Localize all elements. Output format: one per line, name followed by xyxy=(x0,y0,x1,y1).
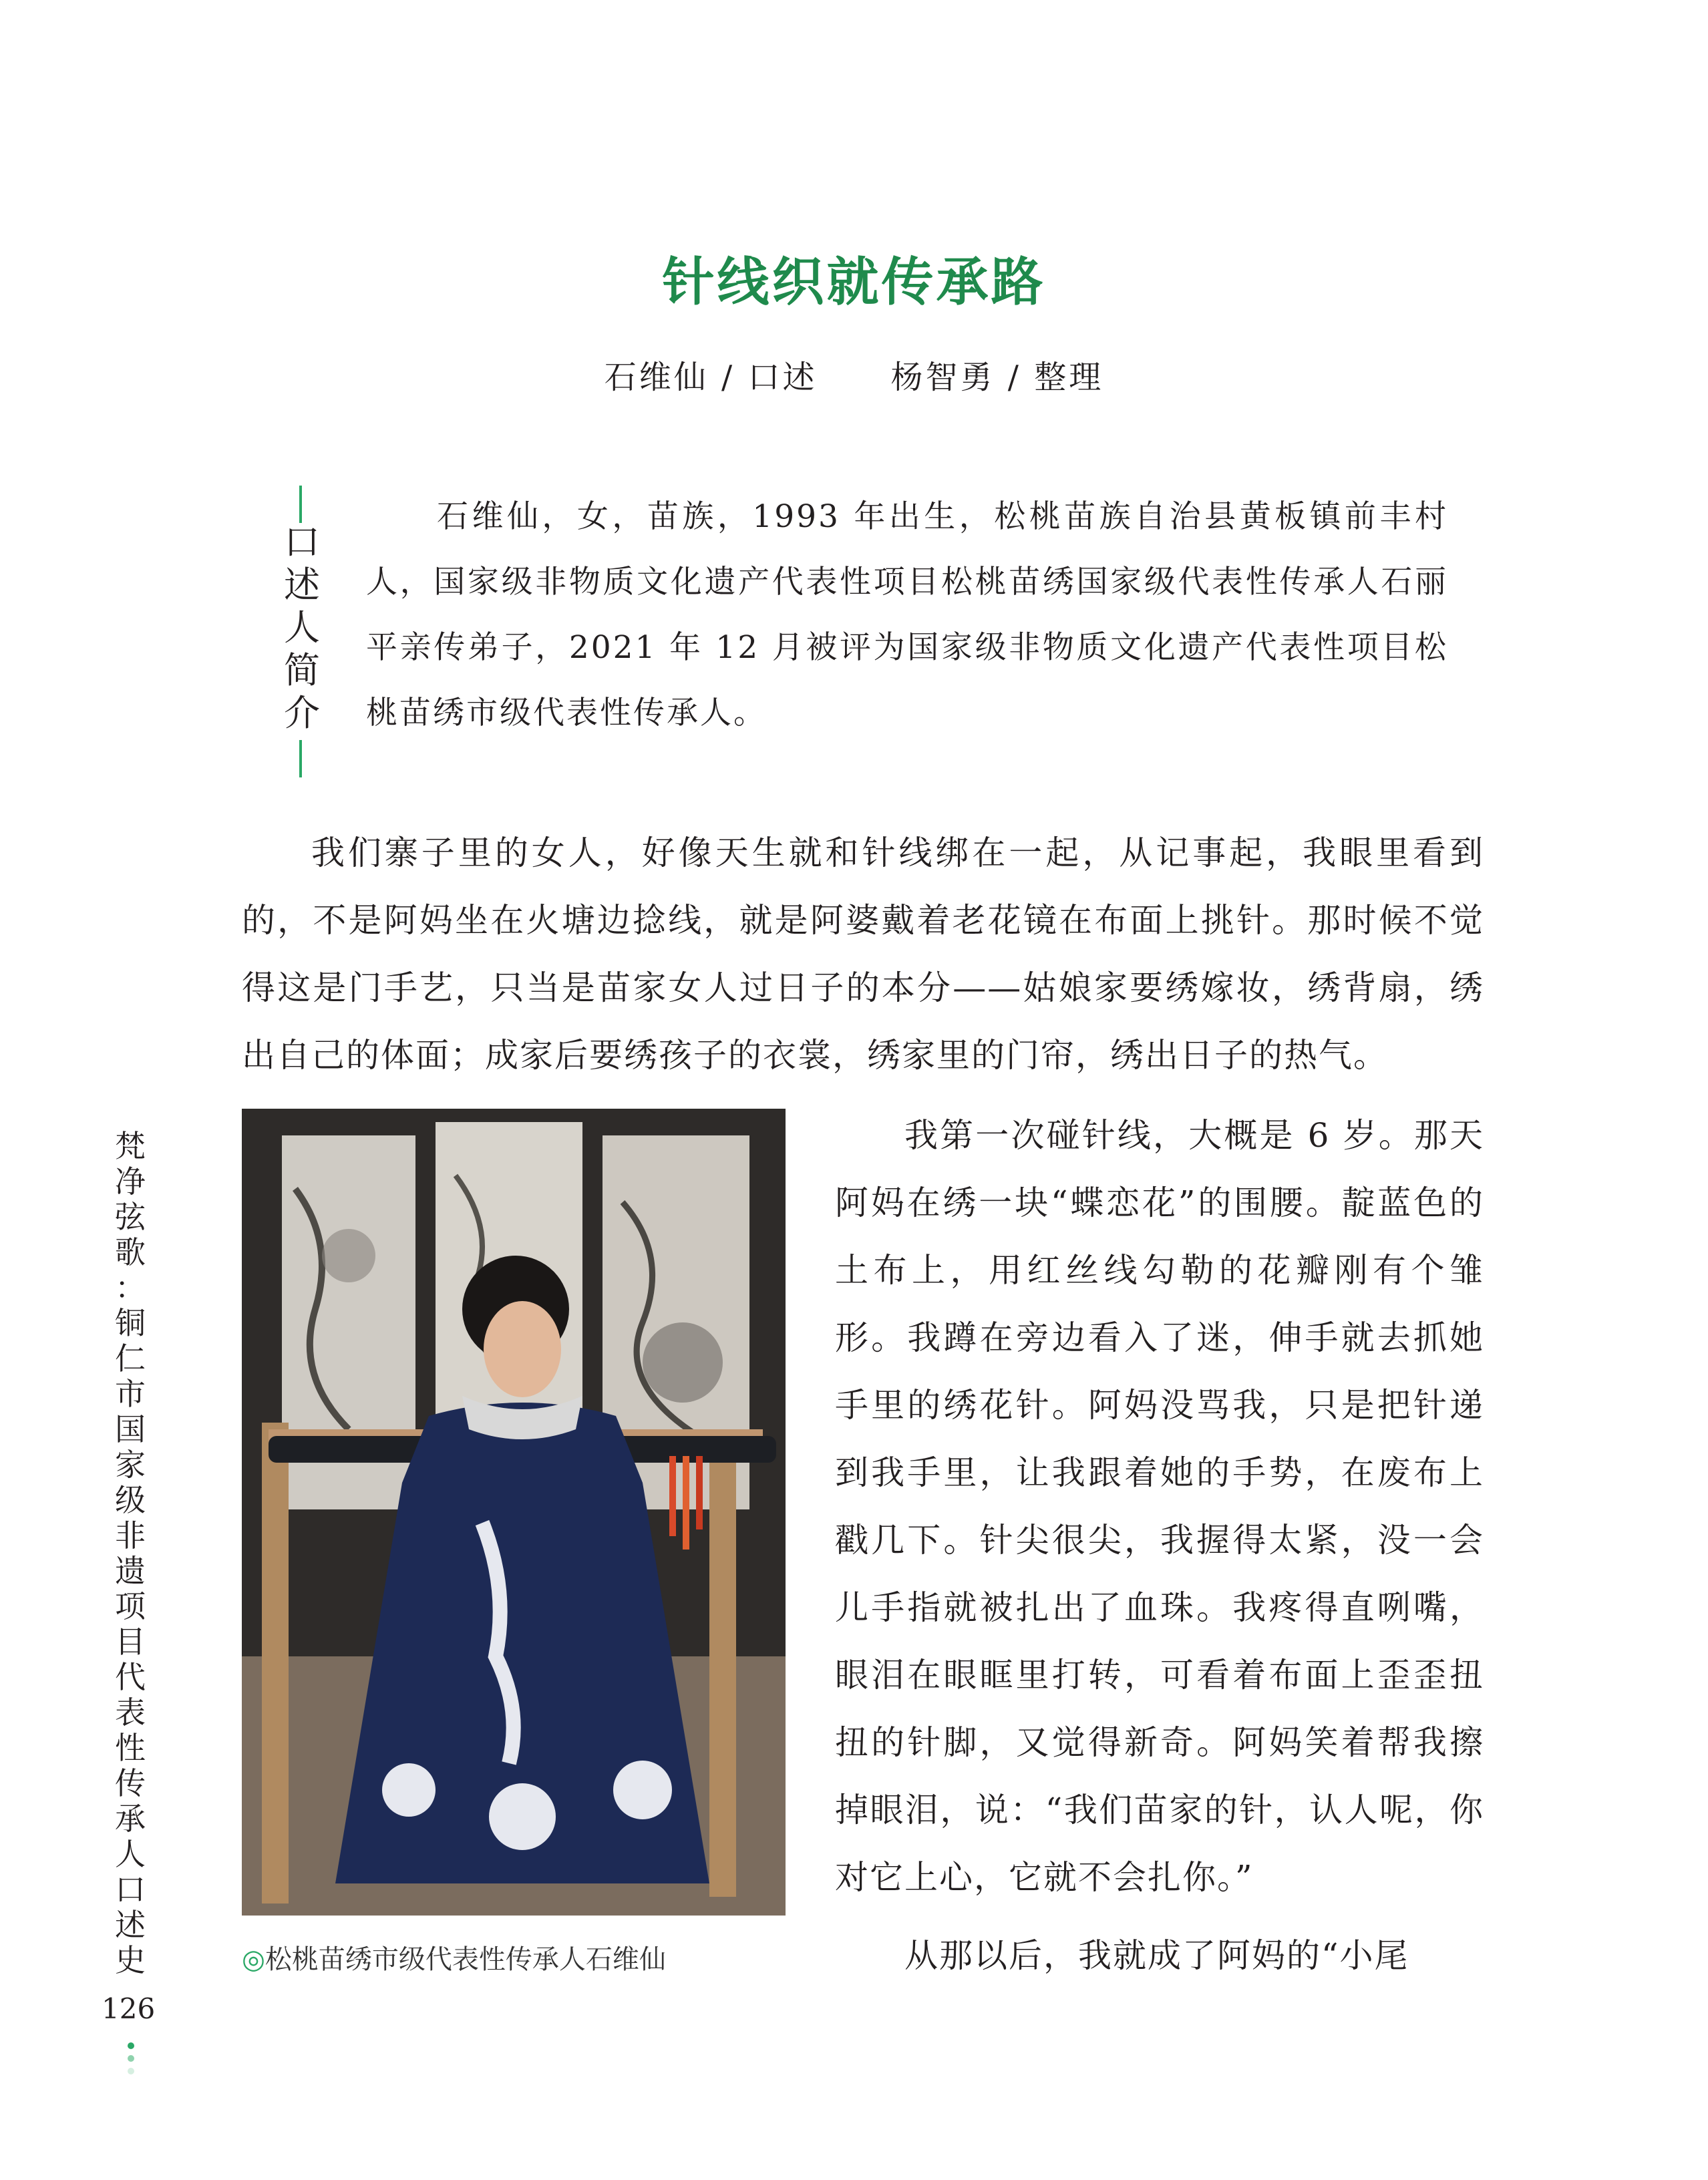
side-title-char: 非 xyxy=(115,1517,146,1554)
side-title-char: 国 xyxy=(115,1411,146,1447)
page-number: 126 xyxy=(102,1992,156,2025)
bio-label: 口述人简介 xyxy=(284,521,320,734)
side-title-char: 口 xyxy=(115,1871,146,1907)
side-title-char: 目 xyxy=(115,1624,146,1660)
side-title-char: 性 xyxy=(115,1730,146,1766)
paragraph-1: 我们寨子里的女人，好像天生就和针线绑在一起，从记事起，我眼里看到的，不是阿妈坐在火塘边捻线，就是阿婆戴着老花镜在布面上挑针。那时候不觉得这是门手艺，只当是苗家女人过日子的本分——姑娘家要绣嫁妆，绣背扇，绣出自己的体面；成家后要绣孩子的衣裳，绣家里的门帘，绣出日子的热气。 xyxy=(242,834,1484,1075)
embroidery-photo xyxy=(242,1109,786,1916)
side-title-char: 表 xyxy=(115,1694,146,1731)
byline xyxy=(0,351,1708,397)
side-title-char: 史 xyxy=(115,1942,146,1978)
page-dot-1 xyxy=(128,2042,134,2049)
side-title-char: 梵 xyxy=(115,1128,146,1164)
photo-illustration xyxy=(242,1109,786,1916)
side-title-char: 项 xyxy=(115,1588,146,1624)
paragraph-2: 我第一次碰针线，大概是 6 岁。那天阿妈在绣一块“蝶恋花”的围腰。靛蓝色的土布上，用红丝线勾勒的花瓣刚有个雏形。我蹲在旁边看入了迷，伸手就去抓她手里的绣花针。阿妈没骂我，只是把针递到我手里，让我跟着她的手势，在废布上戳几下。针尖很尖，我握得太紧，没一会儿手指就被扎出了血珠。我疼得直咧嘴，眼泪在眼眶里打转，可看着布面上歪歪扭扭的针脚，又觉得新奇。阿妈笑着帮我擦掉眼泪，说：“我们苗家的针，认人呢，你对它上心，它就不会扎你。” xyxy=(835,1116,1484,1897)
side-title-char: 歌 xyxy=(115,1234,146,1270)
caption-text: 松桃苗绣市级代表性传承人石维仙 xyxy=(265,1944,666,1975)
bio-bar-top xyxy=(299,486,302,523)
side-title-char: 市 xyxy=(115,1376,146,1412)
byline-editor: 杨智勇 / 整理 xyxy=(890,359,1104,396)
side-title-char: 级 xyxy=(115,1482,146,1518)
book-side-title xyxy=(110,1129,150,1978)
side-title-char: 净 xyxy=(115,1163,146,1200)
side-title-char: 遗 xyxy=(115,1553,146,1589)
paragraph-3: 从那以后，我就成了阿妈的“小尾 xyxy=(904,1936,1409,1975)
side-title-char: ： xyxy=(115,1270,146,1306)
caption-mark: ◎ xyxy=(242,1944,265,1975)
side-title-char: 述 xyxy=(115,1907,146,1943)
photo-caption xyxy=(242,1938,666,1976)
side-title-char: 传 xyxy=(115,1765,146,1801)
article-title: 针线织就传承路 xyxy=(662,252,1046,313)
bio-text: 石维仙，女，苗族，1993 年出生，松桃苗族自治县黄板镇前丰村人，国家级非物质文化遗产代表性项目松桃苗绣国家级代表性传承人石丽平亲传弟子，2021 年 12 月被评为国家级非物质文化遗产代表性项目松桃苗绣市级代表性传承人。 xyxy=(366,498,1448,731)
bio-bar-bottom xyxy=(299,740,302,777)
page-dot-2 xyxy=(128,2055,134,2062)
side-title-char: 仁 xyxy=(115,1340,146,1377)
side-title-char: 弦 xyxy=(115,1199,146,1235)
side-title-char: 承 xyxy=(115,1801,146,1837)
side-title-char: 家 xyxy=(115,1447,146,1483)
side-title-char: 人 xyxy=(115,1836,146,1872)
side-title-char: 代 xyxy=(115,1659,146,1695)
side-title-char: 铜 xyxy=(115,1305,146,1341)
page-dot-3 xyxy=(128,2068,134,2074)
byline-narrator: 石维仙 / 口述 xyxy=(604,359,818,396)
